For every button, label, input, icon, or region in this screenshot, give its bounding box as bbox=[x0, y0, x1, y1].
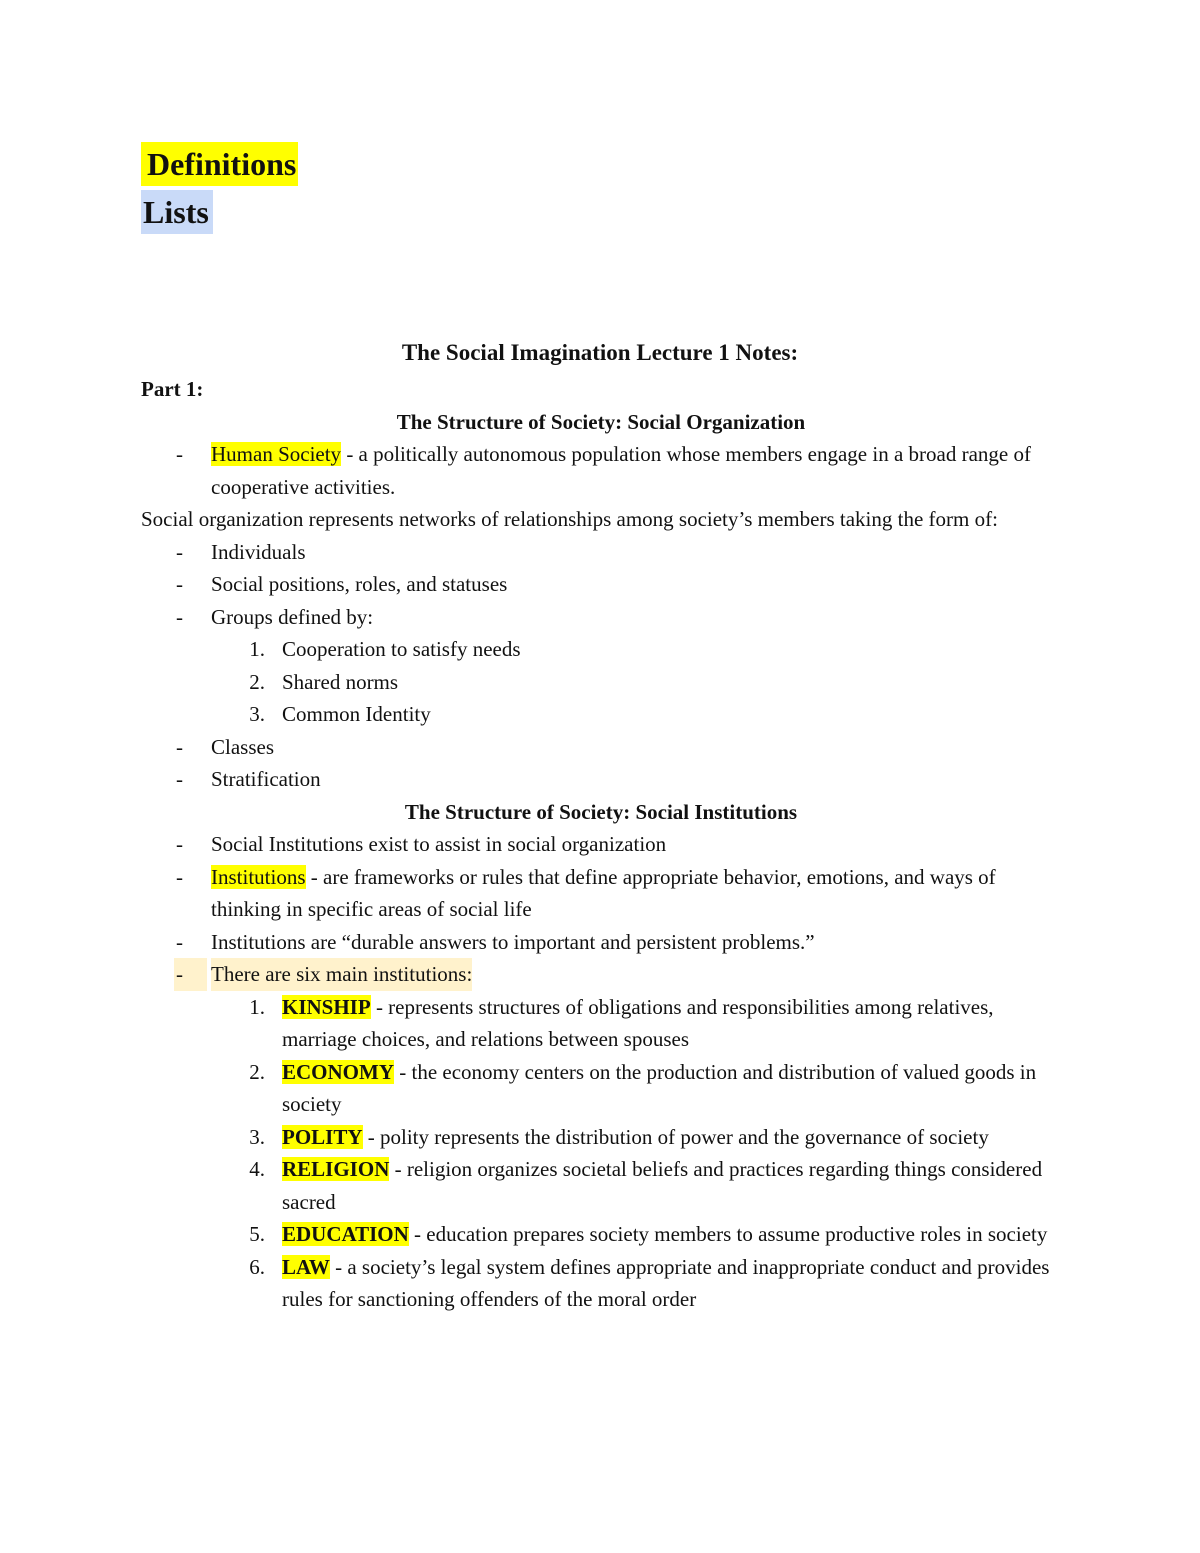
paragraph: Social organization represents networks of relationships among society’s members taking the form of: bbox=[141, 507, 998, 531]
institution-name: EDUCATION bbox=[282, 1222, 409, 1246]
dash-marker: - bbox=[176, 572, 183, 596]
numbered-item-text: Cooperation to satisfy needs bbox=[282, 637, 521, 661]
dash-marker: - bbox=[176, 767, 183, 791]
list-item-highlighted bbox=[141, 958, 1061, 991]
institution-desc: - education prepares society members to assume productive roles in society bbox=[408, 1222, 1048, 1246]
dash-marker: - bbox=[176, 832, 183, 856]
list-item bbox=[141, 861, 1061, 926]
numbered-item bbox=[141, 698, 1061, 731]
institution-desc: - a society’s legal system defines appropriate and inappropriate conduct and provides rules for sanctioning offenders of the moral order bbox=[282, 1254, 1050, 1311]
institution-item bbox=[141, 1218, 1061, 1251]
list-item-text: There are six main institutions: bbox=[211, 958, 472, 991]
list-item bbox=[141, 763, 1061, 796]
list-item-text: Classes bbox=[211, 734, 274, 759]
number-marker: 4. bbox=[249, 1157, 265, 1181]
number-marker: 2. bbox=[249, 1059, 265, 1084]
list-item bbox=[141, 568, 1061, 601]
part-label: Part 1: bbox=[141, 377, 204, 401]
definition-text: - are frameworks or rules that define appropriate behavior, emotions, and ways of thinking in specific areas of social life bbox=[211, 864, 996, 921]
institution-name: POLITY bbox=[282, 1124, 363, 1149]
number-marker: 2. bbox=[249, 669, 265, 694]
institution-name: RELIGION bbox=[282, 1157, 390, 1181]
definition-term: Institutions bbox=[211, 864, 306, 889]
institution-desc: - religion organizes societal beliefs and practices regarding things considered sacred bbox=[282, 1157, 1043, 1214]
definition-text: - a politically autonomous population whose members engage in a broad range of cooperative activities. bbox=[211, 442, 1031, 499]
institution-desc: - the economy centers on the production and distribution of valued goods in society bbox=[282, 1059, 1037, 1116]
institution-item bbox=[141, 1153, 1061, 1218]
dash-marker: - bbox=[176, 929, 183, 954]
number-marker: 3. bbox=[249, 1124, 265, 1149]
dash-marker: - bbox=[176, 734, 183, 759]
institution-item bbox=[141, 1121, 1061, 1154]
list-item-text: Groups defined by: bbox=[211, 604, 374, 629]
page-title: The Social Imagination Lecture 1 Notes: bbox=[401, 340, 799, 365]
dash-marker: - bbox=[174, 958, 207, 991]
numbered-item bbox=[141, 666, 1061, 699]
numbered-item bbox=[141, 633, 1061, 666]
numbered-item-text: Shared norms bbox=[282, 669, 399, 694]
institution-name: ECONOMY bbox=[282, 1059, 394, 1084]
dash-marker: - bbox=[176, 604, 183, 629]
institution-desc: - represents structures of obligations and responsibilities among relatives, marriage choices, and relations between spouses bbox=[282, 994, 994, 1051]
section-heading-institutions: The Structure of Society: Social Institutions bbox=[404, 799, 798, 824]
list-item-text: Social Institutions exist to assist in social organization bbox=[211, 832, 667, 856]
number-marker: 5. bbox=[249, 1222, 265, 1246]
list-item bbox=[141, 926, 1061, 959]
list-item bbox=[141, 438, 1061, 503]
numbered-item-text: Common Identity bbox=[282, 702, 431, 726]
definition-term: Human Society bbox=[211, 442, 342, 466]
list-item-text: Social positions, roles, and statuses bbox=[211, 572, 508, 596]
list-item-text: Individuals bbox=[211, 539, 306, 564]
dash-marker: - bbox=[176, 539, 183, 564]
institution-item bbox=[141, 1251, 1061, 1316]
legend-lists: Lists bbox=[141, 190, 213, 234]
notes-body bbox=[141, 373, 1061, 1316]
number-marker: 6. bbox=[249, 1254, 265, 1279]
number-marker: 1. bbox=[249, 994, 265, 1019]
section-heading-organization: The Structure of Society: Social Organization bbox=[396, 409, 806, 434]
list-item bbox=[141, 731, 1061, 764]
number-marker: 1. bbox=[249, 637, 265, 661]
institution-desc: - polity represents the distribution of power and the governance of society bbox=[362, 1124, 989, 1149]
list-item-text: Institutions are “durable answers to important and persistent problems.” bbox=[211, 929, 815, 954]
institution-name: LAW bbox=[282, 1254, 330, 1279]
list-item-text: Stratification bbox=[211, 767, 321, 791]
list-item bbox=[141, 536, 1061, 569]
number-marker: 3. bbox=[249, 702, 265, 726]
dash-marker: - bbox=[176, 864, 183, 889]
institution-item bbox=[141, 991, 1061, 1056]
institution-name: KINSHIP bbox=[282, 994, 371, 1019]
dash-marker: - bbox=[176, 442, 183, 466]
legend-definitions: Definitions bbox=[141, 142, 298, 186]
institution-item bbox=[141, 1056, 1061, 1121]
list-item bbox=[141, 601, 1061, 634]
list-item bbox=[141, 828, 1061, 861]
